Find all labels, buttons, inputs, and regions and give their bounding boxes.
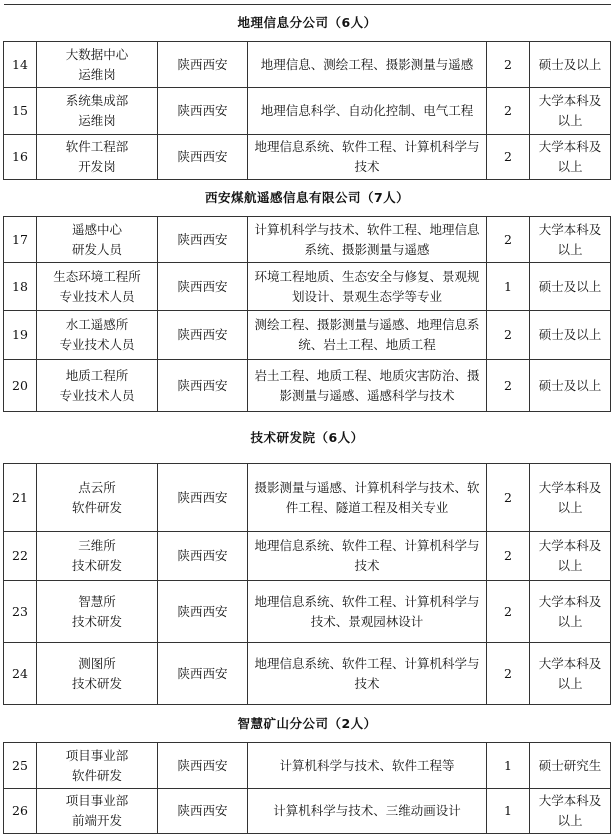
position-line: 技术研发 xyxy=(71,558,122,573)
table-row xyxy=(4,464,611,532)
major-cell: 岩土工程、地质工程、地质灾害防治、摄影测量与遥感、遥感科学与技术 xyxy=(248,360,487,412)
table-row xyxy=(4,217,611,263)
row-number: 25 xyxy=(4,743,37,789)
position-cell xyxy=(37,581,158,643)
position-line: 专业技术人员 xyxy=(59,387,135,403)
position-cell xyxy=(37,743,158,789)
location-cell: 陕西西安 xyxy=(158,360,248,412)
row-number: 20 xyxy=(4,360,37,412)
education-cell: 大学本科及以上 xyxy=(530,789,611,834)
education-cell: 大学本科及以上 xyxy=(530,532,611,581)
education-cell: 硕士及以上 xyxy=(530,42,611,88)
position-line: 测图所 xyxy=(78,655,116,671)
major-cell: 地理信息系统、软件工程、计算机科学与技术 xyxy=(248,135,487,180)
position-cell xyxy=(37,532,158,581)
major-cell: 地理信息系统、软件工程、计算机科学与技术 xyxy=(248,532,487,581)
row-number: 14 xyxy=(4,42,37,88)
section-header xyxy=(4,180,611,217)
count-cell: 2 xyxy=(487,360,530,412)
location-cell: 陕西西安 xyxy=(158,743,248,789)
education-cell: 大学本科及以上 xyxy=(530,464,611,532)
location-cell: 陕西西安 xyxy=(158,42,248,88)
section-header xyxy=(4,412,611,464)
location-cell: 陕西西安 xyxy=(158,88,248,135)
count-cell: 2 xyxy=(487,135,530,180)
major-cell: 计算机科学与技术、三维动画设计 xyxy=(248,789,487,834)
position-line: 智慧所 xyxy=(78,593,116,609)
position-line: 点云所 xyxy=(78,479,116,495)
table-row xyxy=(4,263,611,311)
position-line: 专业技术人员 xyxy=(59,288,135,304)
count-cell: 1 xyxy=(487,789,530,834)
position-line: 专业技术人员 xyxy=(59,337,135,352)
position-line: 技术研发 xyxy=(71,675,122,691)
row-number: 26 xyxy=(4,789,37,834)
table-row xyxy=(4,360,611,412)
position-line: 系统集成部 xyxy=(65,93,129,108)
row-number: 24 xyxy=(4,643,37,705)
position-line: 软件研发 xyxy=(71,767,122,783)
table-row xyxy=(4,311,611,360)
location-cell: 陕西西安 xyxy=(158,464,248,532)
table-row xyxy=(4,532,611,581)
position-cell xyxy=(37,88,158,135)
major-cell: 摄影测量与遥感、计算机科学与技术、软件工程、隧道工程及相关专业 xyxy=(248,464,487,532)
education-cell: 大学本科及以上 xyxy=(530,88,611,135)
position-line: 遥感中心 xyxy=(71,221,122,237)
position-cell xyxy=(37,263,158,311)
position-cell xyxy=(37,360,158,412)
major-cell: 地理信息科学、自动化控制、电气工程 xyxy=(248,88,487,135)
education-cell: 大学本科及以上 xyxy=(530,581,611,643)
position-line: 生态环境工程所 xyxy=(53,268,141,284)
position-line: 软件工程部 xyxy=(65,139,129,154)
row-number: 18 xyxy=(4,263,37,311)
education-cell: 硕士研究生 xyxy=(530,743,611,789)
section-title: 技术研发院（6人） xyxy=(4,412,611,464)
position-line: 项目事业部 xyxy=(65,747,129,763)
position-line: 运维岗 xyxy=(78,113,116,128)
position-line: 开发岗 xyxy=(78,159,116,174)
position-cell xyxy=(37,217,158,263)
position-line: 研发人员 xyxy=(71,241,122,257)
position-line: 三维所 xyxy=(78,538,116,553)
location-cell: 陕西西安 xyxy=(158,217,248,263)
row-number: 17 xyxy=(4,217,37,263)
position-line: 大数据中心 xyxy=(65,46,129,62)
education-cell: 硕士及以上 xyxy=(530,263,611,311)
count-cell: 2 xyxy=(487,464,530,532)
position-cell xyxy=(37,42,158,88)
row-number: 16 xyxy=(4,135,37,180)
count-cell: 2 xyxy=(487,217,530,263)
position-cell xyxy=(37,643,158,705)
education-cell: 大学本科及以上 xyxy=(530,217,611,263)
position-line: 技术研发 xyxy=(71,613,122,629)
position-cell xyxy=(37,464,158,532)
major-cell: 地理信息系统、软件工程、计算机科学与技术 xyxy=(248,643,487,705)
section-title: 地理信息分公司（6人） xyxy=(4,5,611,42)
location-cell: 陕西西安 xyxy=(158,581,248,643)
table-row xyxy=(4,88,611,135)
position-line: 项目事业部 xyxy=(65,793,129,808)
major-cell: 计算机科学与技术、软件工程、地理信息系统、摄影测量与遥感 xyxy=(248,217,487,263)
count-cell: 2 xyxy=(487,643,530,705)
position-line: 运维岗 xyxy=(78,66,116,82)
row-number: 19 xyxy=(4,311,37,360)
location-cell: 陕西西安 xyxy=(158,643,248,705)
position-line: 水工遥感所 xyxy=(65,317,129,332)
section-title: 西安煤航遥感信息有限公司（7人） xyxy=(4,180,611,217)
section-title: 智慧矿山分公司（2人） xyxy=(4,705,611,743)
position-line: 软件研发 xyxy=(71,499,122,515)
major-cell: 计算机科学与技术、软件工程等 xyxy=(248,743,487,789)
count-cell: 1 xyxy=(487,263,530,311)
section-header xyxy=(4,5,611,42)
row-number: 21 xyxy=(4,464,37,532)
location-cell: 陕西西安 xyxy=(158,311,248,360)
education-cell: 硕士及以上 xyxy=(530,360,611,412)
position-cell xyxy=(37,789,158,834)
count-cell: 1 xyxy=(487,743,530,789)
count-cell: 2 xyxy=(487,581,530,643)
position-line: 前端开发 xyxy=(71,813,122,828)
table-row xyxy=(4,42,611,88)
count-cell: 2 xyxy=(487,311,530,360)
count-cell: 2 xyxy=(487,88,530,135)
table-row xyxy=(4,643,611,705)
education-cell: 硕士及以上 xyxy=(530,311,611,360)
location-cell: 陕西西安 xyxy=(158,263,248,311)
row-number: 22 xyxy=(4,532,37,581)
position-cell xyxy=(37,135,158,180)
recruitment-table xyxy=(3,4,611,834)
location-cell: 陕西西安 xyxy=(158,789,248,834)
row-number: 23 xyxy=(4,581,37,643)
table-row xyxy=(4,581,611,643)
row-number: 15 xyxy=(4,88,37,135)
education-cell: 大学本科及以上 xyxy=(530,135,611,180)
location-cell: 陕西西安 xyxy=(158,135,248,180)
table-row xyxy=(4,789,611,834)
location-cell: 陕西西安 xyxy=(158,532,248,581)
major-cell: 地理信息、测绘工程、摄影测量与遥感 xyxy=(248,42,487,88)
count-cell: 2 xyxy=(487,42,530,88)
count-cell: 2 xyxy=(487,532,530,581)
position-line: 地质工程所 xyxy=(65,367,129,383)
major-cell: 地理信息系统、软件工程、计算机科学与技术、景观园林设计 xyxy=(248,581,487,643)
table-row xyxy=(4,135,611,180)
major-cell: 环境工程地质、生态安全与修复、景观规划设计、景观生态学等专业 xyxy=(248,263,487,311)
section-header xyxy=(4,705,611,743)
major-cell: 测绘工程、摄影测量与遥感、地理信息系统、岩土工程、地质工程 xyxy=(248,311,487,360)
table-row xyxy=(4,743,611,789)
position-cell xyxy=(37,311,158,360)
education-cell: 大学本科及以上 xyxy=(530,643,611,705)
